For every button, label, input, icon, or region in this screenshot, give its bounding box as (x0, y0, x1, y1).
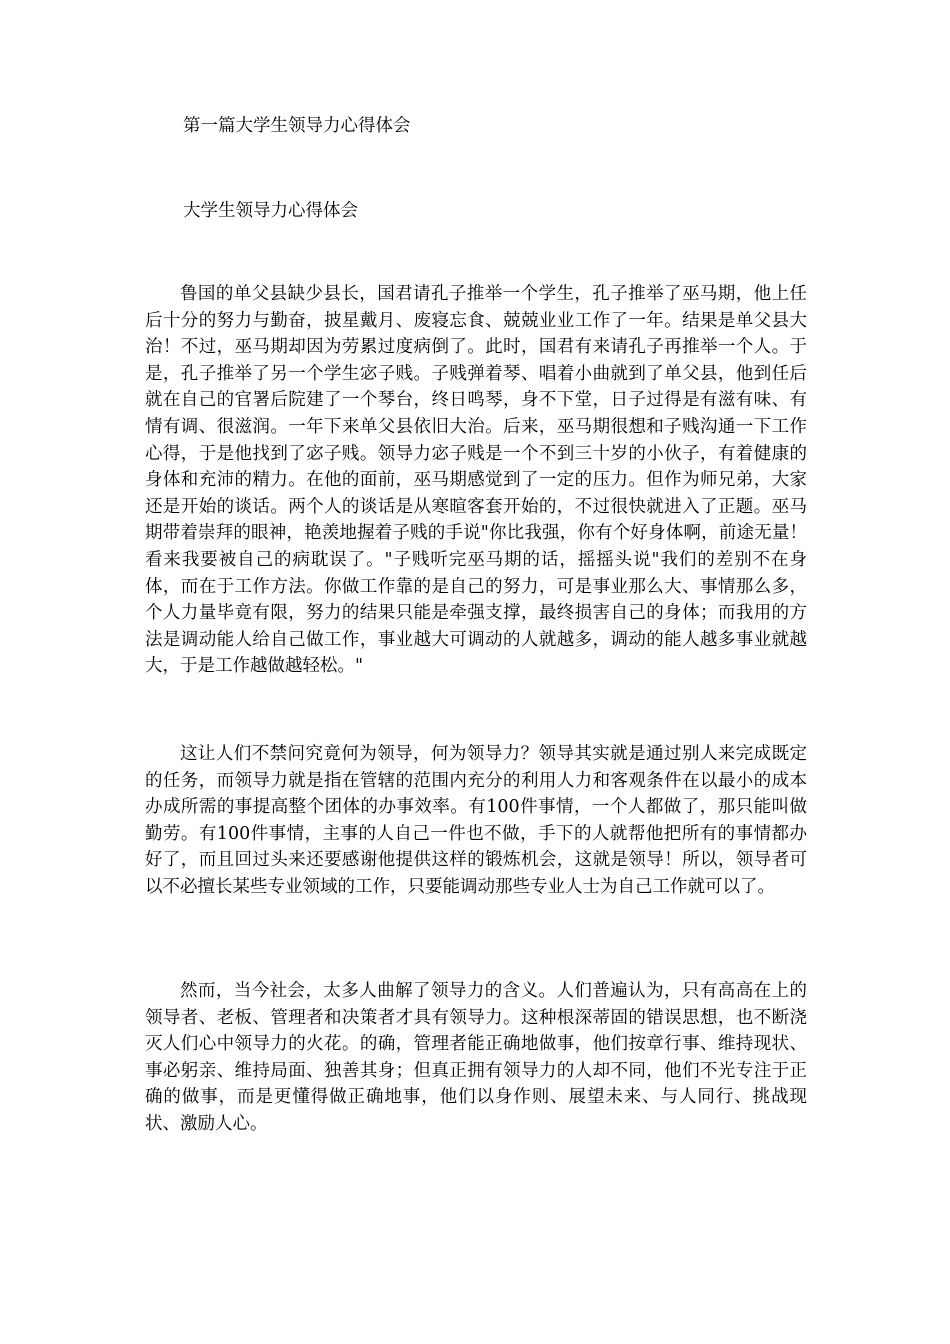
body-paragraph: 这让人们不禁问究竟何为领导，何为领导力？领导其实就是通过别人来完成既定的任务，而领导力就是指在管辖的范围内充分的利用人力和客观条件在以最小的成本办成所需的事提高整个团体的办事效率。有100件事情，一个人都做了，那只能叫做勤劳。有100件事情，主事的人自己一件也不做，手下的人就帮他把所有的事情都办好了，而且回过头来还要感谢他提供这样的锻炼机会，这就是领导！所以，领导者可以不必擅长某些专业领域的工作，只要能调动那些专业人士为自己工作就可以了。 (145, 744, 807, 897)
document-title: 第一篇大学生领导力心得体会 (183, 116, 411, 136)
document-subtitle: 大学生领导力心得体会 (183, 201, 358, 221)
body-paragraph: 鲁国的单父县缺少县长，国君请孔子推举一个学生，孔子推举了巫马期，他上任后十分的努力与勤奋，披星戴月、废寝忘食、兢兢业业工作了一年。结果是单父县大治！不过，巫马期却因为劳累过度病倒了。此时，国君有来请孔子再推举一个人。于是，孔子推举了另一个学生宓子贱。子贱弹着琴、唱着小曲就到了单父县，他到任后就在自己的官署后院建了一个琴台，终日鸣琴，身不下堂，日子过得是有滋有味、有情有调、很滋润。一年下来单父县依旧大治。后来，巫马期很想和子贱沟通一下工作心得，于是他找到了宓子贱。领导力宓子贱是一个不到三十岁的小伙子，有着健康的身体和充沛的精力。在他的面前，巫马期感觉到了一定的压力。但作为师兄弟，大家还是开始的谈话。两个人的谈话是从寒暄客套开始的，不过很快就进入了正题。巫马期带着崇拜的眼神，艳羡地握着子贱的手说"你比我强，你有个好身体啊，前途无量！看来我要被自己的病耽误了。"子贱听完巫马期的话，摇摇头说"我们的差别不在身体，而在于工作方法。你做工作靠的是自己的努力，可是事业那么大、事情那么多，个人力量毕竟有限，努力的结果只能是牵强支撑，最终损害自己的身体；而我用的方法是调动能人给自己做工作，事业越大可调动的人就越多，调动的能人越多事业就越大，于是工作越做越轻松。" (145, 284, 807, 677)
body-paragraph: 然而，当今社会，太多人曲解了领导力的含义。人们普遍认为，只有高高在上的领导者、老板、管理者和决策者才具有领导力。这种根深蒂固的错误思想，也不断浇灭人们心中领导力的火花。的确，管理者能正确地做事，他们按章行事、维持现状、事必躬亲、维持局面、独善其身；但真正拥有领导力的人却不同，他们不光专注于正确的做事，而是更懂得做正确地事，他们以身作则、展望未来、与人同行、挑战现状、激励人心。 (145, 981, 807, 1134)
